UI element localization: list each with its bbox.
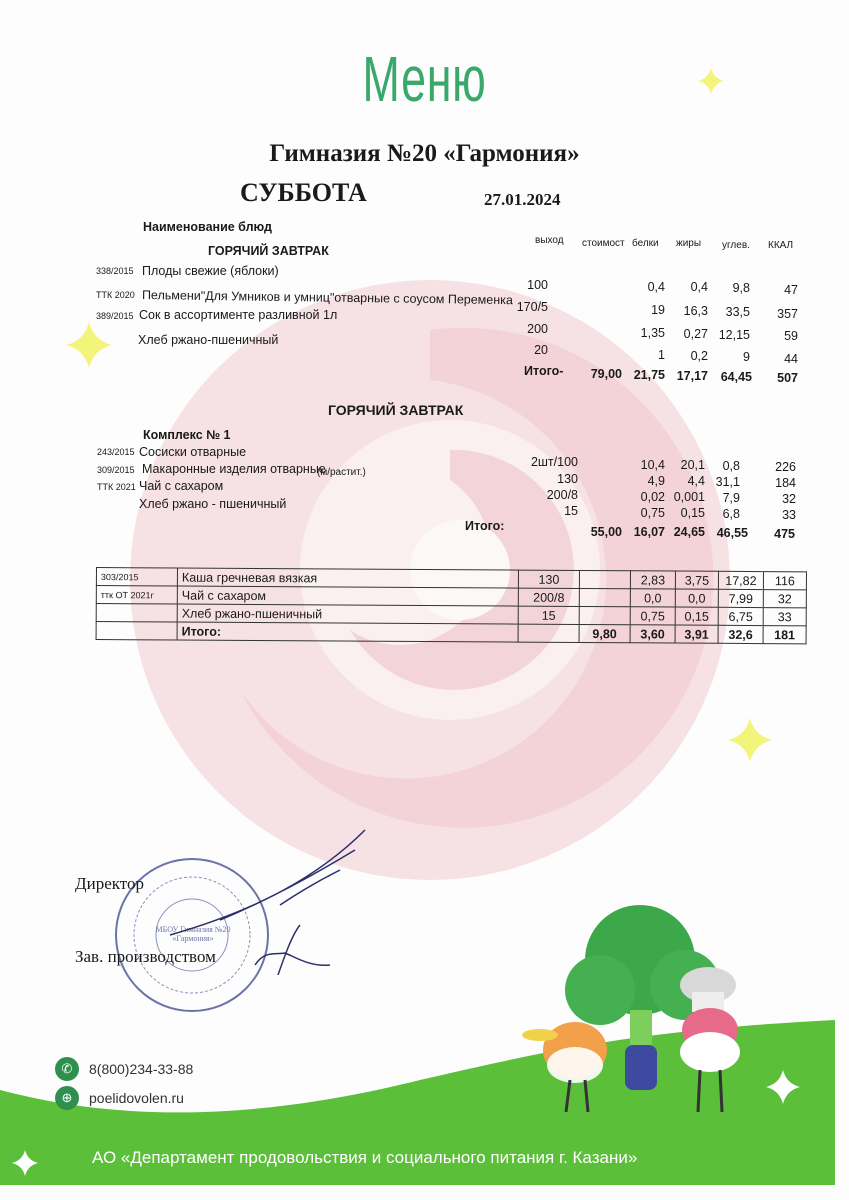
dish-kcal: 32: [763, 590, 806, 608]
dish-protein: 0,75: [630, 607, 675, 625]
total-fat: 24,65: [673, 525, 705, 539]
column-yield-header: выход: [535, 235, 564, 246]
dish-kcal: 33: [763, 608, 806, 626]
total-label: Итого-: [524, 364, 564, 378]
dish-name: Хлеб ржано-пшеничный: [138, 333, 279, 347]
day-of-week: СУББОТА: [240, 178, 367, 207]
dish-fat: 20,1: [680, 458, 705, 472]
dish-code: ТТК 2020: [96, 290, 135, 300]
dish-kcal: 44: [784, 352, 798, 366]
total-protein: 3,60: [630, 625, 675, 643]
dish-code: 338/2015: [96, 266, 134, 276]
dish-code: ТТК 2021: [97, 482, 136, 492]
dish-fat: 3,75: [675, 571, 718, 589]
dish-yield: 20: [534, 343, 548, 357]
director-label: Директор: [75, 874, 144, 893]
total-cost: 55,00: [590, 525, 622, 539]
dish-yield: 130: [518, 570, 579, 588]
menu-date: 27.01.2024: [484, 190, 561, 209]
total-fat: 17,17: [676, 369, 708, 383]
total-protein: 21,75: [633, 368, 665, 382]
dish-fat: 0,27: [683, 327, 708, 341]
dish-carbs: 17,82: [718, 571, 763, 589]
dish-fat: 4,4: [687, 474, 705, 488]
dish-fat: 16,3: [683, 304, 708, 318]
dish-fat: 0,001: [673, 490, 705, 504]
contact-phone: [55, 1057, 193, 1081]
dish-fat: 0,4: [690, 280, 708, 294]
dish-kcal: 226: [775, 460, 796, 474]
alternative-menu-table: [96, 567, 807, 644]
dish-protein: 10,4: [640, 458, 665, 472]
phone-icon: ✆: [55, 1057, 79, 1081]
phone-number[interactable]: 8(800)234-33-88: [89, 1061, 194, 1077]
dish-name: Хлеб ржано - пшеничный: [139, 497, 287, 511]
section2-subtitle: Комплекс № 1: [143, 428, 231, 442]
dish-code: 389/2015: [96, 311, 134, 321]
total-kcal: 507: [777, 371, 798, 385]
column-cost-header: стоимост: [582, 238, 625, 249]
dish-cost: [579, 606, 630, 624]
dish-yield: 170/5: [516, 300, 548, 314]
total-fat: 3,91: [675, 625, 718, 643]
dish-name: Макаронные изделия отварные: [142, 462, 326, 476]
dish-code: ттк ОТ 2021г: [96, 586, 177, 604]
production-head-label: Зав. производством: [75, 947, 216, 966]
dish-fat: 0,2: [690, 349, 708, 363]
website-link[interactable]: poelidovolen.ru: [89, 1090, 184, 1106]
dish-code: 243/2015: [97, 447, 135, 457]
dish-yield: 15: [564, 504, 578, 518]
total-label: Итого:: [177, 622, 518, 642]
total-carbs: 46,55: [716, 526, 748, 540]
signature-scribble: [160, 825, 380, 975]
dish-protein: 2,83: [630, 571, 675, 589]
organization-name: АО «Департамент продовольствия и социального питания г. Казани»: [92, 1148, 638, 1167]
sparkle-icon: [766, 1070, 800, 1104]
dish-carbs: 33,5: [725, 305, 750, 319]
dish-protein: 0,4: [647, 280, 665, 294]
dish-protein: 19: [651, 303, 665, 317]
dish-name: Сок в ассортименте разливной 1л: [139, 308, 338, 322]
total-carbs: 32,6: [718, 625, 763, 643]
dish-name: Хлеб ржано-пшеничный: [177, 604, 518, 624]
dish-note: (м/растит.): [317, 467, 366, 478]
mascot-illustration: [510, 880, 810, 1120]
dish-protein: 0,0: [630, 589, 675, 607]
dish-carbs: 6,8: [722, 507, 740, 521]
dish-carbs: 7,99: [718, 589, 763, 607]
dish-kcal: 357: [777, 307, 798, 321]
total-label: Итого:: [465, 519, 505, 533]
column-kcal-header: ККАЛ: [768, 240, 794, 251]
dish-code: 309/2015: [97, 465, 135, 475]
dish-name: Чай с сахаром: [139, 479, 224, 493]
dish-yield: 100: [527, 278, 548, 292]
total-cost: 9,80: [579, 624, 630, 642]
dish-code: [96, 604, 177, 622]
sparkle-icon: [66, 322, 112, 368]
sparkle-icon: [728, 718, 772, 762]
stamp-text: МБОУ Гимназия №20 «Гармония»: [155, 925, 231, 943]
dish-protein: 1: [658, 348, 665, 362]
dish-carbs: 12,15: [718, 328, 750, 342]
dish-name: Плоды свежие (яблоки): [142, 264, 279, 278]
table-total-row: [96, 622, 806, 644]
dish-cost: [579, 588, 630, 606]
column-protein-header: белки: [632, 238, 659, 249]
total-cost: 79,00: [590, 367, 622, 381]
dish-carbs: 9: [743, 350, 750, 364]
dish-cost: [579, 570, 630, 588]
school-name: Гимназия №20 «Гармония»: [269, 140, 580, 167]
dish-yield: 200/8: [518, 588, 579, 606]
dish-name: Чай с сахаром: [177, 586, 518, 606]
dish-code: 303/2015: [96, 568, 177, 586]
menu-title: Меню: [362, 43, 487, 115]
dish-carbs: 0,8: [722, 459, 740, 473]
dish-protein: 1,35: [640, 326, 665, 340]
dish-yield: 2шт/100: [530, 455, 578, 469]
total-carbs: 64,45: [720, 370, 752, 384]
section1-title: ГОРЯЧИЙ ЗАВТРАК: [208, 244, 329, 258]
dish-carbs: 9,8: [732, 281, 750, 295]
dish-fat: 0,0: [675, 589, 718, 607]
dish-kcal: 184: [775, 476, 796, 490]
dish-carbs: 7,9: [722, 491, 740, 505]
dish-yield: 200/8: [546, 488, 578, 502]
dish-kcal: 59: [784, 329, 798, 343]
dish-protein: 4,9: [647, 474, 665, 488]
dish-protein: 0,02: [640, 490, 665, 504]
dish-kcal: 47: [784, 283, 798, 297]
dish-carbs: 6,75: [718, 607, 763, 625]
dish-name: Пельмени"Для Умников и умниц"отварные с соусом Переменка: [141, 288, 513, 308]
sparkle-icon: [12, 1150, 38, 1176]
dish-kcal: 116: [763, 572, 806, 590]
dish-kcal: 33: [782, 508, 796, 522]
total-protein: 16,07: [633, 525, 665, 539]
dish-yield: 200: [527, 322, 548, 336]
column-carbs-header: углев.: [722, 240, 750, 251]
dish-protein: 0,75: [640, 506, 665, 520]
empty-cell: [518, 624, 579, 642]
total-kcal: 475: [774, 527, 795, 541]
section2-title: ГОРЯЧИЙ ЗАВТРАК: [328, 402, 464, 418]
total-kcal: 181: [763, 626, 806, 644]
empty-cell: [96, 622, 177, 640]
dish-yield: 15: [518, 606, 579, 624]
dish-kcal: 32: [782, 492, 796, 506]
dish-yield: 130: [557, 472, 578, 486]
dish-carbs: 31,1: [715, 475, 740, 489]
contact-website: [55, 1086, 184, 1110]
dish-name: Каша гречневая вязкая: [177, 568, 518, 588]
dish-fat: 0,15: [680, 506, 705, 520]
dish-name: Сосиски отварные: [139, 445, 247, 459]
dish-fat: 0,15: [675, 607, 718, 625]
globe-icon: ⊕: [55, 1086, 79, 1110]
column-name-header: Наименование блюд: [143, 220, 272, 234]
column-fat-header: жиры: [676, 238, 702, 249]
